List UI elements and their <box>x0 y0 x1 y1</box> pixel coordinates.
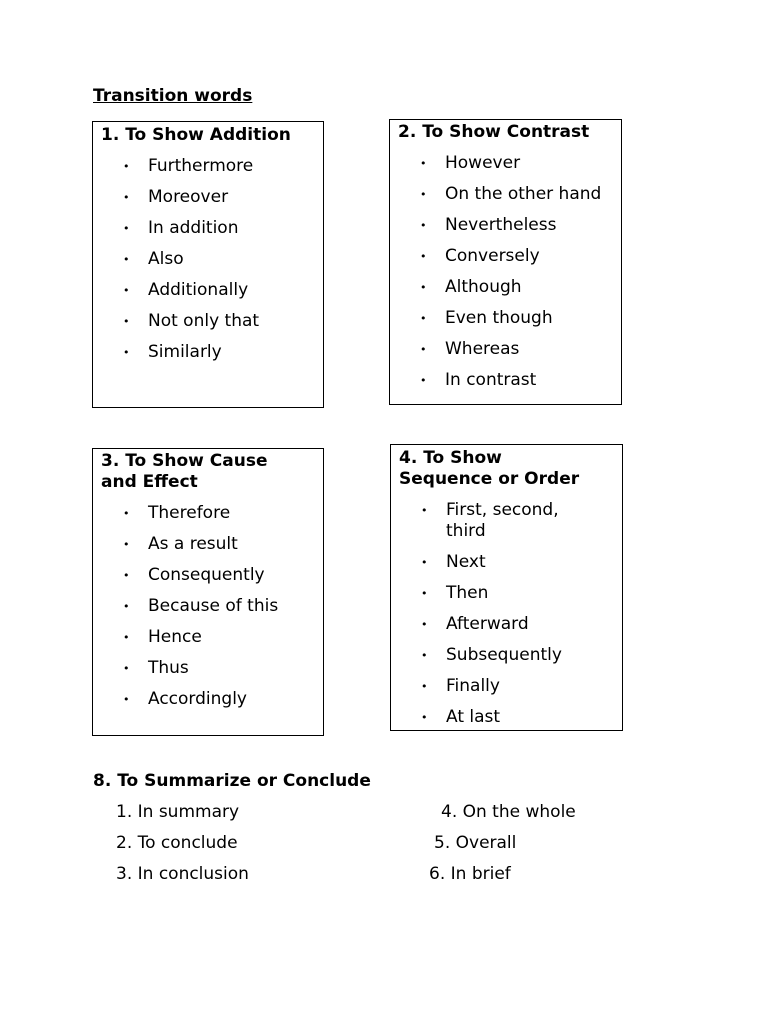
addition-heading: 1. To Show Addition <box>101 125 291 145</box>
list-item: • At last <box>399 707 614 728</box>
contrast-heading: 2. To Show Contrast <box>398 122 590 142</box>
list-item: • Conversely <box>398 246 613 267</box>
list-item: • Although <box>398 277 613 298</box>
list-item: • Not only that <box>101 311 315 332</box>
sequence-list <box>399 500 614 728</box>
contrast-box <box>389 119 622 405</box>
list-item: • However <box>398 153 613 174</box>
summary-item: 5. Overall <box>434 833 517 853</box>
list-item: • As a result <box>101 534 315 555</box>
summary-item: 1. In summary <box>116 802 240 822</box>
summary-item: 6. In brief <box>429 864 511 884</box>
list-item: • Because of this <box>101 596 315 617</box>
list-item: • Thus <box>101 658 315 679</box>
list-item: • In contrast <box>398 370 613 391</box>
page-title: Transition words <box>93 86 253 106</box>
list-item: • Even though <box>398 308 613 329</box>
list-item: • Then <box>399 583 614 604</box>
contrast-list <box>398 153 613 391</box>
addition-list <box>101 156 315 363</box>
sequence-heading-line2: Sequence or Order <box>399 469 580 489</box>
cause-effect-heading-line1: 3. To Show Cause <box>101 451 268 471</box>
sequence-heading <box>399 448 614 490</box>
cause-effect-heading <box>101 451 315 493</box>
list-item: • Afterward <box>399 614 614 635</box>
list-item: • Moreover <box>101 187 315 208</box>
list-item: • In addition <box>101 218 315 239</box>
list-item: • First, second, third <box>399 500 576 542</box>
summary-heading: 8. To Summarize or Conclude <box>93 771 371 791</box>
summary-item: 2. To conclude <box>116 833 238 853</box>
list-item: • Hence <box>101 627 315 648</box>
list-item: • Also <box>101 249 315 270</box>
list-item: • Similarly <box>101 342 315 363</box>
list-item: • Accordingly <box>101 689 315 710</box>
list-item: • Nevertheless <box>398 215 613 236</box>
addition-box <box>92 121 324 408</box>
sequence-box <box>390 444 623 731</box>
cause-effect-heading-line2: and Effect <box>101 472 198 492</box>
summary-item: 3. In conclusion <box>116 864 249 884</box>
list-item: • Next <box>399 552 614 573</box>
list-item: • Additionally <box>101 280 315 301</box>
sequence-heading-line1: 4. To Show <box>399 448 502 468</box>
list-item: • On the other hand <box>398 184 613 205</box>
summary-item: 4. On the whole <box>441 802 576 822</box>
list-item: • Therefore <box>101 503 315 524</box>
list-item: • Consequently <box>101 565 315 586</box>
cause-effect-list <box>101 503 315 710</box>
list-item: • Whereas <box>398 339 613 360</box>
list-item: • Furthermore <box>101 156 315 177</box>
list-item: • Finally <box>399 676 614 697</box>
list-item: • Subsequently <box>399 645 614 666</box>
cause-effect-box <box>92 448 324 736</box>
